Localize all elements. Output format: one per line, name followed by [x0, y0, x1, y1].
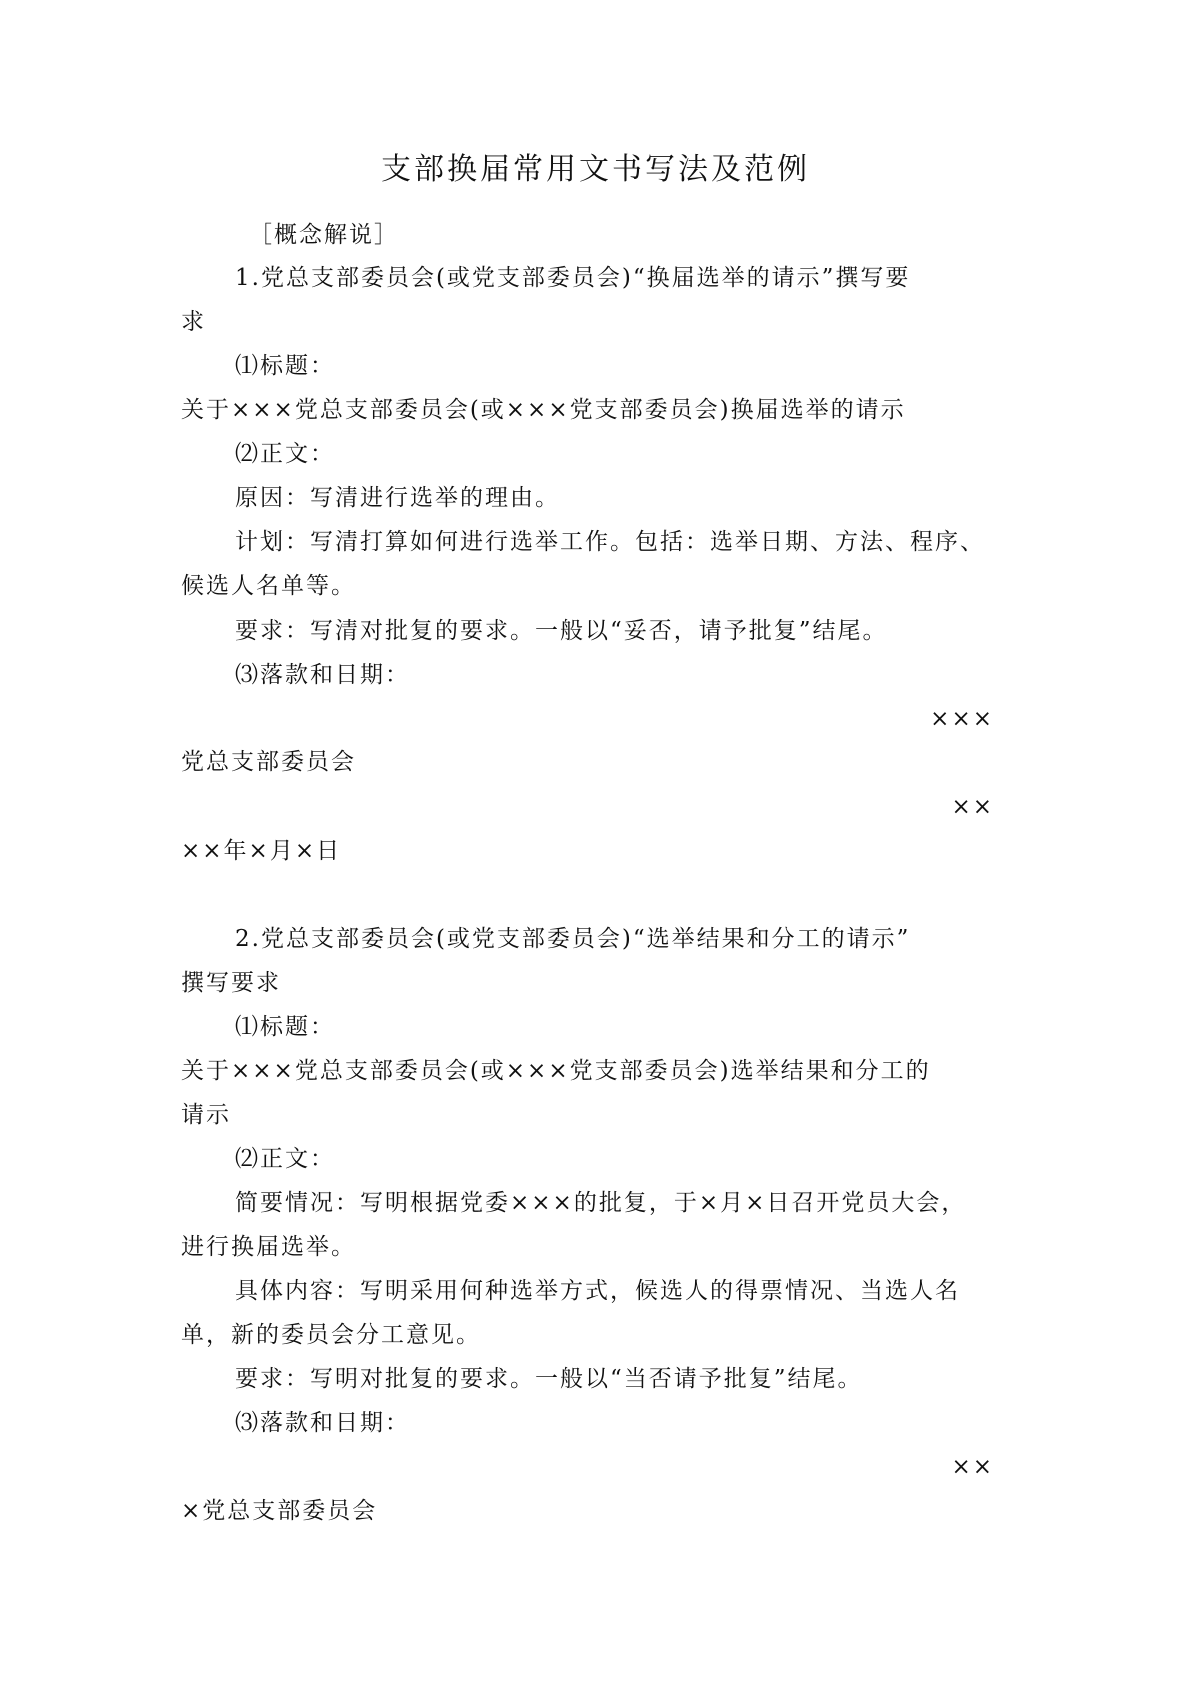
section-heading: ［概念解说］: [249, 222, 399, 248]
item-2-heading-cont: 撰写要求: [181, 970, 281, 996]
item-2-title-label: ⑴标题：: [235, 1014, 335, 1040]
item-2-summary-cont: 进行换届选举。: [181, 1234, 356, 1260]
item-2-summary: 简要情况：写明根据党委×××的批复，于×月×日召开党员大会，: [235, 1190, 967, 1216]
item-1-title-label: ⑴标题：: [235, 353, 335, 379]
item-2-content-cont: 单，新的委员会分工意见。: [181, 1322, 481, 1348]
item-1-title-text: 关于×××党总支部委员会(或×××党支部委员会)换届选举的请示: [181, 397, 906, 423]
item-1-heading-cont: 求: [181, 309, 206, 335]
item-2-signature-org-prefix: ××: [951, 1454, 994, 1480]
item-1-plan: 计划：写清打算如何进行选举工作。包括：选举日期、方法、程序、: [235, 529, 985, 555]
item-1-signature-label: ⑶落款和日期：: [235, 662, 410, 688]
item-1-signature-org: 党总支部委员会: [181, 749, 356, 775]
item-2-body-label: ⑵正文：: [235, 1146, 335, 1172]
item-2-signature-label: ⑶落款和日期：: [235, 1410, 410, 1436]
item-2-heading: 2.党总支部委员会(或党支部委员会)“选举结果和分工的请示”: [235, 926, 911, 952]
item-1-reason: 原因：写清进行选举的理由。: [235, 485, 560, 511]
item-2-requirement: 要求：写明对批复的要求。一般以“当否请予批复”结尾。: [235, 1366, 863, 1392]
item-1-requirement: 要求：写清对批复的要求。一般以“妥否，请予批复”结尾。: [235, 618, 888, 644]
item-1-body-label: ⑵正文：: [235, 441, 335, 467]
item-1-heading: 1.党总支部委员会(或党支部委员会)“换届选举的请示”撰写要: [235, 265, 911, 291]
item-2-title-text-cont: 请示: [181, 1102, 231, 1128]
item-1-signature-org-prefix: ×××: [930, 706, 994, 732]
item-1-date: ××年×月×日: [181, 838, 342, 864]
item-2-content: 具体内容：写明采用何种选举方式，候选人的得票情况、当选人名: [235, 1278, 960, 1304]
item-1-date-prefix: ××: [951, 794, 994, 820]
item-2-title-text: 关于×××党总支部委员会(或×××党支部委员会)选举结果和分工的: [181, 1058, 931, 1084]
document-title: 支部换届常用文书写法及范例: [381, 152, 810, 187]
item-1-plan-cont: 候选人名单等。: [181, 573, 356, 599]
item-2-signature-org: ×党总支部委员会: [181, 1498, 378, 1524]
